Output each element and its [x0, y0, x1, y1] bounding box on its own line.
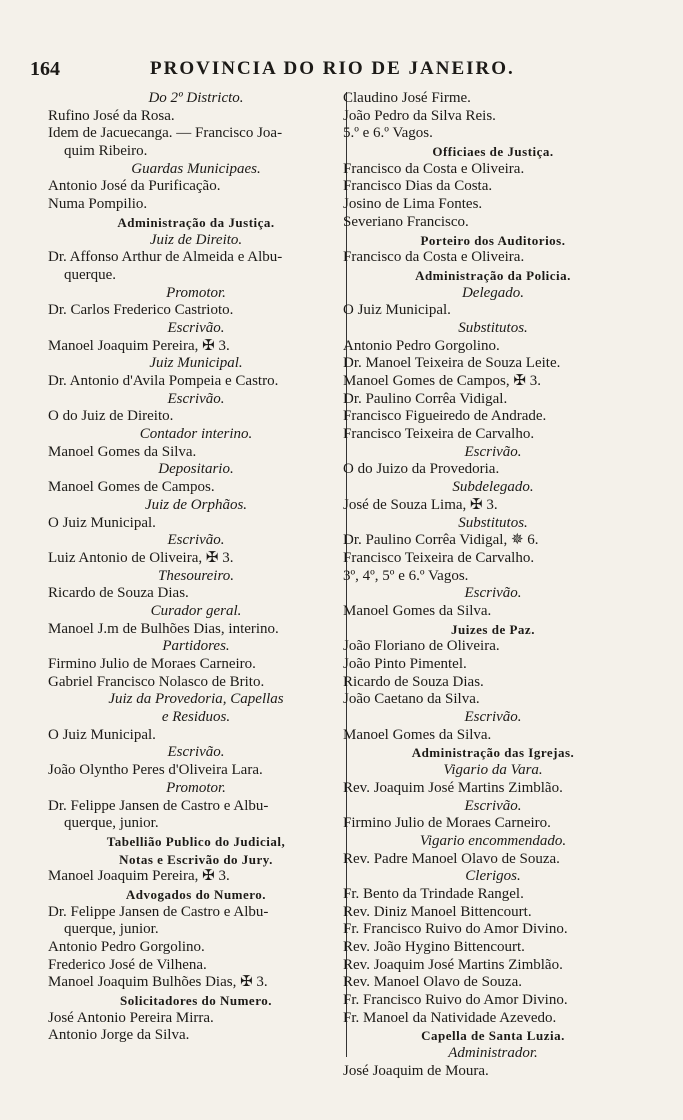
section-subheading: Juiz da Provedoria, Capellas	[108, 691, 284, 708]
section-heading: Tabellião Publico do Judicial,	[106, 833, 286, 849]
entry-line: Rev. João Hygino Bittencourt.	[343, 939, 525, 955]
entry-line: José Joaquim de Moura.	[343, 1062, 489, 1079]
entry-line: Dr. Paulino Corrêa Vidigal.	[343, 390, 508, 407]
section-subheading: Escrivão.	[167, 532, 225, 549]
page-header	[30, 58, 650, 88]
running-title: PROVINCIA DO RIO DE JANEIRO.	[150, 58, 515, 79]
entry-line: Idem de Jacuecanga. — Francisco Joa-	[48, 125, 283, 142]
section-subheading: Substitutos.	[458, 319, 528, 336]
section-heading: Administração das Igrejas.	[411, 745, 575, 761]
entry-line: Antonio Pedro Gorgolino.	[48, 939, 205, 955]
section-subheading: Administrador.	[448, 1045, 538, 1062]
entry-line: Numa Pompilio.	[48, 196, 148, 213]
section-subheading: Partidores.	[162, 638, 230, 655]
section-heading: Juizes de Paz.	[451, 621, 535, 637]
entry-line: Gabriel Francisco Nolasco de Brito.	[48, 673, 265, 690]
section-subheading: Juiz de Orphãos.	[144, 496, 248, 513]
section-heading: Capella de Santa Luzia.	[421, 1028, 565, 1044]
section-subheading: Clerigos.	[465, 868, 521, 885]
section-heading: Solicitadores do Numero.	[120, 993, 272, 1009]
section-subheading: Depositario.	[158, 461, 234, 478]
entry-line: O Juiz Municipal.	[48, 726, 156, 743]
entry-line: João Floriano de Oliveira.	[343, 638, 500, 655]
section-subheading: Escrivão.	[464, 585, 522, 602]
entry-line: O Juiz Municipal.	[343, 302, 451, 319]
entry-line: João Pinto Pimentel.	[343, 656, 467, 672]
section-subheading: Juiz de Direito.	[149, 231, 243, 248]
section-subheading: Promotor.	[166, 284, 226, 301]
entry-line: 3º, 4º, 5º e 6.º Vagos.	[343, 567, 469, 584]
section-subheading: e Residuos.	[161, 709, 231, 726]
section-subheading: Delegado.	[461, 284, 525, 301]
entry-line: João Pedro da Silva Reis.	[343, 107, 496, 124]
entry-line: O do Juiz de Direito.	[48, 408, 174, 425]
entry-line: Manoel J.m de Bulhões Dias, interino.	[48, 620, 279, 637]
entry-line: Manoel Gomes da Silva.	[48, 443, 197, 460]
entry-line: Rev. Padre Manoel Olavo de Souza.	[343, 850, 560, 867]
section-subheading: Do 2º Districto.	[148, 90, 244, 106]
entry-line: Francisco Dias da Costa.	[343, 178, 493, 195]
section-subheading: Curador geral.	[150, 602, 242, 619]
entry-line: Frederico José de Vilhena.	[48, 956, 207, 973]
entry-line: Manoel Gomes de Campos, ✠ 3.	[343, 373, 541, 389]
section-subheading: Escrivão.	[167, 319, 225, 336]
section-subheading: Escrivão.	[464, 797, 522, 814]
entry-line: Rev. Manoel Olavo de Souza.	[343, 974, 522, 991]
entry-line: Dr. Paulino Corrêa Vidigal, ✵ 6.	[343, 532, 539, 549]
section-subheading: Thesoureiro.	[158, 567, 234, 584]
entry-line: Manoel Gomes da Silva.	[343, 726, 492, 743]
entry-line: Antonio José da Purificação.	[48, 178, 221, 195]
entry-line: Francisco Teixeira de Carvalho.	[343, 549, 535, 566]
section-subheading: Guardas Municipaes.	[131, 160, 261, 177]
entry-line: Manoel Joaquim Pereira, ✠ 3.	[48, 337, 230, 354]
entry-line: Rev. Joaquim José Martins Zimblão.	[343, 956, 563, 973]
section-subheading: Escrivão.	[464, 709, 522, 726]
entry-line: Francisco da Costa e Oliveira.	[343, 160, 525, 177]
entry-line: Josino de Lima Fontes.	[343, 196, 483, 213]
section-heading: Advogados do Numero.	[125, 886, 267, 902]
entry-line: Francisco Figueiredo de Andrade.	[343, 408, 547, 425]
section-subheading: Escrivão.	[167, 744, 225, 761]
entry-line: Ricardo de Souza Dias.	[48, 585, 189, 602]
entry-continuation: quim Ribeiro.	[64, 143, 148, 160]
entry-line: Manoel Gomes da Silva.	[343, 602, 492, 619]
entry-line: Manoel Joaquim Bulhões Dias, ✠ 3.	[48, 974, 268, 991]
page-number: 164	[30, 58, 60, 80]
section-heading: Notas e Escrivão do Jury.	[119, 851, 273, 867]
entry-continuation: querque, junior.	[64, 921, 159, 938]
entry-line: João Caetano da Silva.	[343, 691, 480, 708]
entry-line: O do Juizo da Provedoria.	[343, 461, 500, 478]
entry-line: Dr. Carlos Frederico Castrioto.	[48, 302, 234, 319]
entry-line: José Antonio Pereira Mirra.	[48, 1009, 214, 1026]
entry-line: Rufino José da Rosa.	[48, 107, 175, 124]
section-heading: Administração da Policia.	[415, 267, 571, 283]
entry-continuation: querque, junior.	[64, 815, 159, 832]
entry-line: Dr. Felippe Jansen de Castro e Albu-	[48, 797, 269, 814]
entry-line: Fr. Francisco Ruivo do Amor Divino.	[343, 921, 568, 938]
entry-line: Fr. Manoel da Natividade Azevedo.	[343, 1009, 557, 1026]
entry-line: Dr. Felippe Jansen de Castro e Albu-	[48, 903, 269, 920]
entry-line: Ricardo de Souza Dias.	[343, 673, 484, 690]
section-heading: Porteiro dos Auditorios.	[420, 232, 566, 248]
section-subheading: Substitutos.	[458, 514, 528, 531]
entry-line: Fr. Bento da Trindade Rangel.	[343, 885, 524, 902]
entry-line: Fr. Francisco Ruivo do Amor Divino.	[343, 992, 568, 1009]
entry-line: Antonio Pedro Gorgolino.	[343, 337, 500, 354]
section-subheading: Escrivão.	[464, 443, 522, 460]
entry-line: Rev. Diniz Manoel Bittencourt.	[343, 903, 532, 920]
entry-line: Francisco da Costa e Oliveira.	[343, 249, 525, 266]
entry-line: Manoel Joaquim Pereira, ✠ 3.	[48, 868, 230, 885]
entry-line: Dr. Antonio d'Avila Pompeia e Castro.	[48, 373, 279, 389]
section-subheading: Promotor.	[166, 779, 226, 796]
entry-line: Luiz Antonio de Oliveira, ✠ 3.	[48, 549, 234, 566]
section-subheading: Vigario da Vara.	[443, 762, 543, 779]
entry-line: Firmino Julio de Moraes Carneiro.	[343, 815, 551, 832]
section-heading: Administração da Justiça.	[117, 214, 275, 230]
section-heading: Officiaes de Justiça.	[432, 144, 554, 160]
entry-line: José de Souza Lima, ✠ 3.	[343, 496, 498, 513]
entry-line: Firmino Julio de Moraes Carneiro.	[48, 656, 256, 672]
entry-line: Francisco Teixeira de Carvalho.	[343, 426, 535, 443]
right-column	[343, 90, 643, 1081]
section-subheading: Contador interino.	[139, 426, 253, 443]
section-subheading: Vigario encommendado.	[419, 832, 567, 849]
entry-continuation: querque.	[64, 266, 117, 283]
entry-line: Antonio Jorge da Silva.	[48, 1027, 190, 1044]
entry-line: Severiano Francisco.	[343, 213, 469, 230]
entry-line: João Olyntho Peres d'Oliveira Lara.	[48, 762, 263, 779]
entry-line: Dr. Manoel Teixeira de Souza Leite.	[343, 355, 561, 372]
section-subheading: Juiz Municipal.	[149, 355, 243, 372]
section-subheading: Escrivão.	[167, 390, 225, 407]
section-subheading: Subdelegado.	[452, 479, 534, 496]
entry-line: Dr. Affonso Arthur de Almeida e Albu-	[48, 249, 283, 266]
entry-line: Rev. Joaquim José Martins Zimblão.	[343, 779, 563, 796]
left-column	[48, 90, 344, 1045]
entry-line: O Juiz Municipal.	[48, 514, 156, 531]
entry-line: Claudino José Firme.	[343, 90, 471, 106]
entry-line: 5.º e 6.º Vagos.	[343, 125, 433, 142]
entry-line: Manoel Gomes de Campos.	[48, 479, 215, 496]
